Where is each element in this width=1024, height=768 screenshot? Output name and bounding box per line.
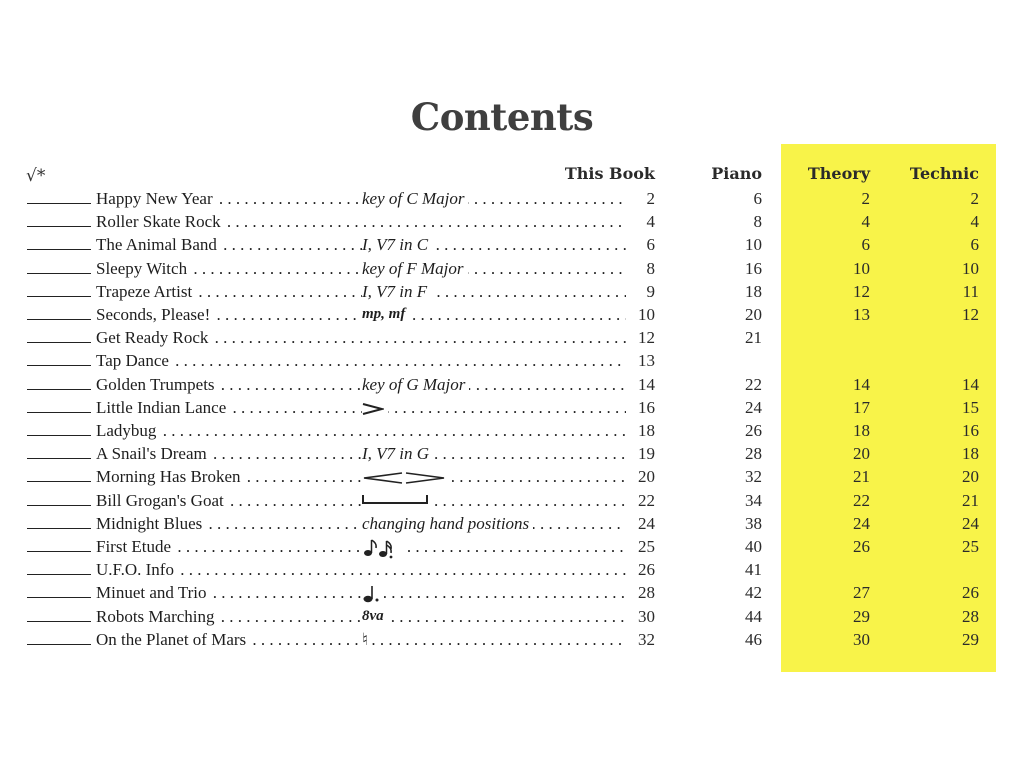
page-piano: 34: [745, 490, 762, 510]
page-piano: 16: [745, 258, 762, 278]
pedal-bracket-symbol: [362, 489, 432, 512]
song-title: Little Indian Lance: [96, 397, 227, 417]
page-technic: 11: [962, 281, 979, 301]
page-theory: 21: [853, 467, 870, 487]
page-this-book: 8: [626, 257, 655, 280]
song-title: Midnight Blues: [96, 513, 203, 533]
page-theory: 2: [861, 189, 870, 208]
page-piano: 38: [745, 513, 762, 533]
page-this-book: 26: [626, 558, 655, 581]
check-blank[interactable]: [27, 319, 91, 320]
table-row: [0, 396, 1024, 419]
page-piano: 24: [745, 397, 762, 417]
concept: I, V7 in F: [362, 280, 431, 303]
page-this-book: 16: [626, 396, 655, 419]
song-title: Trapeze Artist: [96, 281, 193, 301]
page-theory: 4: [861, 212, 870, 232]
check-blank[interactable]: [27, 551, 91, 552]
song-title: Get Ready Rock: [96, 328, 209, 348]
check-blank[interactable]: [27, 458, 91, 459]
table-row: [0, 233, 1024, 256]
header-piano: Piano: [711, 164, 762, 183]
song-title: Tap Dance: [96, 351, 169, 371]
page-technic: 2: [970, 189, 979, 208]
table-row: [0, 419, 1024, 442]
page-technic: 4: [970, 212, 979, 232]
check-blank[interactable]: [27, 365, 91, 366]
page-piano: 41: [745, 560, 762, 580]
page-this-book: 30: [626, 605, 655, 628]
check-blank[interactable]: [27, 203, 91, 204]
page-technic: 20: [962, 467, 979, 487]
page-this-book: 19: [626, 442, 655, 465]
dotted-quarter-note-symbol: [362, 581, 384, 604]
song-title: Golden Trumpets: [96, 374, 215, 394]
page-piano: 20: [745, 305, 762, 324]
table-row: [0, 326, 1024, 349]
page-technic: 6: [970, 235, 979, 255]
page-piano: 44: [745, 606, 762, 626]
page-piano: 46: [745, 629, 762, 649]
check-blank[interactable]: [27, 296, 91, 297]
header-theory: Theory: [807, 164, 870, 183]
page-technic: 14: [962, 374, 979, 394]
check-blank[interactable]: [27, 505, 91, 506]
page-technic: 15: [962, 397, 979, 417]
check-blank[interactable]: [27, 597, 91, 598]
page-this-book: 9: [626, 280, 655, 303]
header-technic: Technic: [909, 164, 979, 183]
page-theory: 17: [853, 397, 870, 417]
table-row: [0, 442, 1024, 465]
page-piano: 18: [745, 281, 762, 301]
song-title: Seconds, Please!: [96, 305, 211, 324]
page-this-book: 6: [626, 233, 655, 256]
page-theory: 24: [853, 513, 870, 533]
page-this-book: 25: [626, 535, 655, 558]
check-blank[interactable]: [27, 226, 91, 227]
page-this-book: 20: [626, 465, 655, 488]
check-blank[interactable]: [27, 481, 91, 482]
table-row: [0, 303, 1024, 326]
table-row: [0, 512, 1024, 535]
page-this-book: 18: [626, 419, 655, 442]
concept: mp, mf: [362, 303, 409, 326]
page-piano: 21: [745, 328, 762, 348]
check-blank[interactable]: [27, 249, 91, 250]
page-this-book: 12: [626, 326, 655, 349]
page-theory: 29: [853, 606, 870, 626]
page-technic: 28: [962, 606, 979, 626]
page-technic: 29: [962, 629, 979, 649]
page-technic: 12: [962, 305, 979, 324]
page-title: Contents: [410, 95, 594, 139]
page-technic: 18: [962, 444, 979, 464]
page-technic: 24: [962, 513, 979, 533]
song-title: Ladybug: [96, 421, 157, 440]
page-technic: 21: [962, 490, 979, 510]
page-this-book: 24: [626, 512, 655, 535]
check-blank[interactable]: [27, 342, 91, 343]
concept: I, V7 in G: [362, 442, 433, 465]
song-title: U.F.O. Info: [96, 560, 174, 580]
accent-symbol: [362, 396, 388, 419]
page-theory: 12: [853, 281, 870, 301]
page-this-book: 14: [626, 373, 655, 396]
table-row: [0, 210, 1024, 233]
page-theory: 6: [861, 235, 870, 255]
page-this-book: 10: [626, 303, 655, 326]
table-row: [0, 628, 1024, 651]
hairpin-symbol: [362, 465, 452, 488]
page-this-book: 4: [626, 210, 655, 233]
song-title: Roller Skate Rock: [96, 212, 221, 232]
song-title: Sleepy Witch: [96, 258, 188, 278]
page-technic: 10: [962, 258, 979, 278]
page-theory: 22: [853, 490, 870, 510]
check-blank[interactable]: [27, 621, 91, 622]
song-title: Bill Grogan's Goat: [96, 490, 224, 510]
song-title: First Etude: [96, 537, 172, 556]
song-title: Minuet and Trio: [96, 583, 207, 603]
table-row: [0, 349, 1024, 372]
page-this-book: 22: [626, 489, 655, 512]
page-this-book: 13: [626, 349, 655, 372]
page-technic: 26: [962, 583, 979, 603]
table-row: [0, 187, 1024, 210]
page-this-book: 28: [626, 581, 655, 604]
page-this-book: 2: [626, 187, 655, 210]
page-this-book: 32: [626, 628, 655, 651]
page-theory: 30: [853, 629, 870, 649]
concept: key of C Major: [362, 187, 468, 210]
page-piano: 6: [753, 189, 762, 208]
page-technic: 16: [962, 421, 979, 440]
table-row: [0, 605, 1024, 628]
check-blank[interactable]: [27, 644, 91, 645]
page-piano: 26: [745, 421, 762, 440]
page-theory: 18: [853, 421, 870, 440]
table-row: [0, 465, 1024, 488]
table-row: [0, 558, 1024, 581]
page-theory: 13: [853, 305, 870, 324]
song-title: Happy New Year: [96, 189, 213, 208]
page-theory: 27: [853, 583, 870, 603]
header-this-book: This Book: [564, 164, 655, 183]
page-piano: 32: [745, 467, 762, 487]
page-piano: 42: [745, 583, 762, 603]
table-row: [0, 257, 1024, 280]
page-piano: 28: [745, 444, 762, 464]
check-blank[interactable]: [27, 528, 91, 529]
page-theory: 14: [853, 374, 870, 394]
page-theory: 26: [853, 537, 870, 556]
check-blank[interactable]: [27, 574, 91, 575]
checkmark-header: √*: [26, 166, 46, 186]
page-technic: 25: [962, 537, 979, 556]
song-title: The Animal Band: [96, 235, 217, 255]
page-theory: 10: [853, 258, 870, 278]
table-row: [0, 581, 1024, 604]
song-title: Robots Marching: [96, 606, 215, 626]
page-piano: 8: [753, 212, 762, 232]
natural-sign-symbol: ♮: [362, 628, 372, 651]
song-title: A Snail's Dream: [96, 444, 207, 464]
page-piano: 40: [745, 537, 762, 556]
page-piano: 22: [745, 374, 762, 394]
table-row: [0, 373, 1024, 396]
concept: key of F Major: [362, 257, 468, 280]
page-theory: 20: [853, 444, 870, 464]
concept: key of G Major: [362, 373, 469, 396]
song-title: On the Planet of Mars: [96, 629, 247, 649]
check-blank[interactable]: [27, 273, 91, 274]
check-blank[interactable]: [27, 412, 91, 413]
table-row: [0, 280, 1024, 303]
eighth-sixteenth-note-symbol: [362, 535, 402, 558]
concept: 8va: [362, 605, 388, 628]
song-title: Morning Has Broken: [96, 467, 241, 487]
check-blank[interactable]: [27, 389, 91, 390]
table-row: [0, 535, 1024, 558]
page-piano: 10: [745, 235, 762, 255]
concept: changing hand positions: [362, 512, 533, 535]
concept: I, V7 in C: [362, 233, 432, 256]
check-blank[interactable]: [27, 435, 91, 436]
table-row: [0, 489, 1024, 512]
